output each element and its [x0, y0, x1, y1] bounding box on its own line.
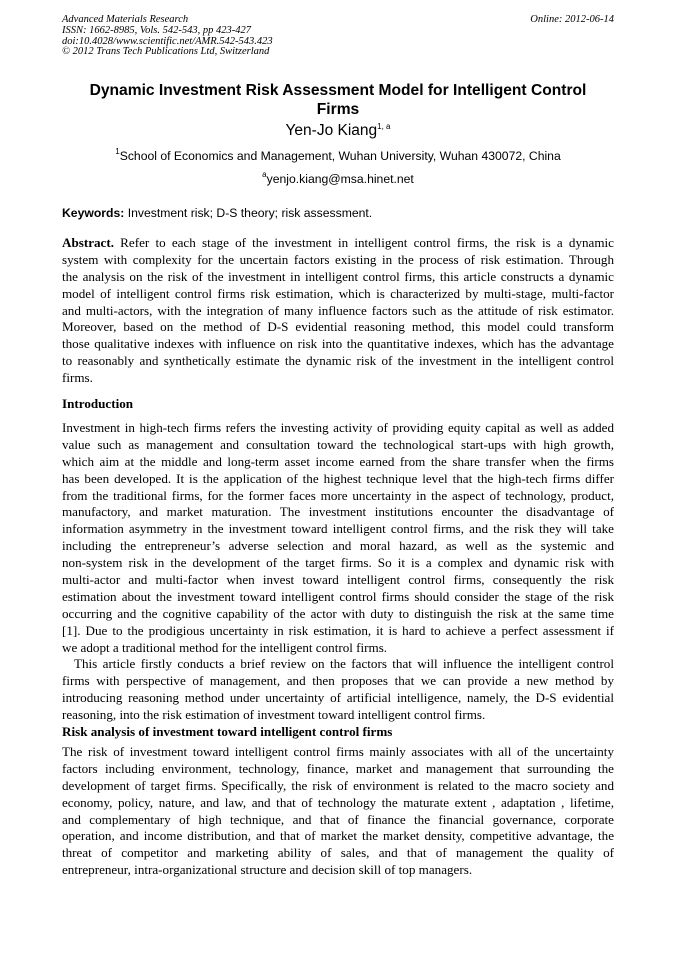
intro-line: information asymmetry in the investment toward intelligent control firms, and the risk they will take — [62, 521, 614, 537]
introduction-body — [62, 420, 614, 724]
doi-line: doi:10.4028/www.scientific.net/AMR.542-543.423 — [62, 35, 273, 47]
intro-line: estimation about the investment toward intelligent control firms should consider the stage of the risk — [62, 588, 614, 604]
title-line-1: Dynamic Investment Risk Assessment Model for Intelligent Control — [89, 82, 587, 99]
abstract-label: Abstract. — [62, 235, 114, 250]
risk-line: threat of competitor and marketing ability of sales, and that of management the quality of — [62, 845, 614, 861]
intro-line: manufactory, and market maturation. The investment institutions encounter the disadvantage of — [62, 504, 614, 520]
abstract-line: those qualitative indexes with influence on risk into the quantitative indexes, which has the advantage — [62, 336, 614, 352]
intro-line: from the traditional firms, for the former faces more uncertainty in the aspect of technology, product, — [62, 487, 614, 503]
paper-title — [62, 82, 614, 119]
affiliation-text: School of Economics and Management, Wuhan University, Wuhan 430072, China — [119, 149, 561, 163]
abstract-line: firms. — [62, 370, 93, 386]
author-email — [62, 172, 614, 187]
journal-header — [62, 15, 273, 58]
intro-line: [1]. Due to the prodigious uncertainty in risk estimation, it is hard to achieve a perfect assessment if — [62, 622, 614, 638]
intro-line: has been developed. It is the application of the highest technique level that the high-tech firms differ — [62, 470, 614, 486]
title-line-2: Firms — [316, 100, 360, 118]
intro-line: reasoning, into the risk estimation of investment toward intelligent control firms. — [62, 707, 486, 723]
intro-line: including the entrepreneur’s adverse selection and moral hazard, as well as the systemic and — [62, 538, 614, 554]
risk-line: economy, policy, nature, and law, and that of technology the maturate extent , adaptation , lifetime, — [62, 794, 614, 810]
section-heading-introduction: Introduction — [62, 396, 134, 411]
intro-line: Investment in high-tech firms refers the investing activity of providing equity capital as well as added — [62, 420, 614, 435]
author — [62, 122, 614, 140]
risk-line: development of target firms. Specifically, the risk of environment is related to the macro society and — [62, 777, 614, 793]
affiliation-sup: 1 — [115, 147, 120, 156]
keywords — [62, 206, 372, 221]
intro-line: occurring and the cognitive capability of the actor with duty to distinguish the risk at the same time — [62, 605, 614, 621]
abstract-line: model of intelligent control firms risk estimation, which is characterized by multi-stage, multi-factor — [62, 285, 614, 301]
risk-line: and complementary of high technique, and that of finance the financial governance, corporate — [62, 811, 614, 827]
copyright-line: © 2012 Trans Tech Publications Ltd, Switzerland — [62, 46, 270, 58]
intro-line: introducing reasoning method under uncertainty of artificial intelligence, namely, the D-S evidential — [62, 690, 614, 706]
abstract-line: to reasonably and synthetically estimate the dynamic risk of the investment in the intelligent control — [62, 353, 614, 369]
abstract-line: Moreover, based on the method of D-S evidential reasoning method, this model could transform — [62, 319, 614, 335]
intro-line: we adopt a traditional method for the intelligent control firms. — [62, 639, 388, 655]
risk-analysis-body — [62, 744, 614, 879]
abstract-line: the analysis on the risk of the investment in intelligent control firms, this article constructs a dynamic — [62, 268, 614, 284]
affiliation — [62, 149, 614, 164]
intro-line: This article firstly conducts a brief review on the factors that will influence the intelligent control — [74, 656, 614, 672]
abstract — [62, 235, 614, 387]
journal-name: Advanced Materials Research — [62, 14, 189, 25]
issn-line: ISSN: 1662-8985, Vols. 542-543, pp 423-427 — [62, 24, 251, 36]
online-date: Online: 2012-06-14 — [530, 14, 614, 25]
keywords-label: Keywords: — [62, 206, 125, 220]
intro-line: non-system risk in the development of the target firms. So it is a complex and dynamic risk with — [62, 555, 614, 571]
keywords-text: Investment risk; D-S theory; risk assessment. — [124, 206, 373, 220]
abstract-line: Abstract. Refer to each stage of the investment in intelligent control firms, the risk is a dynamic — [62, 235, 614, 250]
intro-line: multi-actor and multi-factor when invest toward intelligent control firms, consequently the risk — [62, 572, 614, 588]
risk-line: The risk of investment toward intelligent control firms mainly associates with all of the uncertainty — [62, 744, 614, 759]
risk-line: operation, and income distribution, and that of market the market density, competitive advantage, the — [62, 828, 614, 844]
author-name: Yen-Jo Kiang — [285, 122, 378, 139]
risk-line: factors including environment, technology, finance, market and management that surrounding the — [62, 760, 614, 776]
abstract-line: and multi-actors, with the integration of many influence factors such as the attitude of risk estimator. — [62, 302, 614, 318]
intro-line: value such as management and consultation toward the technological start-ups with high growth, — [62, 436, 614, 452]
email-sup: a — [262, 170, 267, 179]
section-heading-risk-analysis: Risk analysis of investment toward intelligent control firms — [62, 724, 393, 739]
risk-line: entrepreneur, intra-organizational structure and decision skill of top managers. — [62, 862, 473, 878]
abstract-line: system with complexity for the uncertain factors existing in the process of risk estimation. Through — [62, 251, 614, 267]
email-text[interactable]: yenjo.kiang@msa.hinet.net — [266, 172, 414, 186]
intro-line: which aim at the middle and long-term asset income earned from the share transfer when the firms — [62, 453, 614, 469]
author-sup: 1, a — [377, 122, 391, 131]
intro-line: firms with perspective of management, and then proposes that we can provide a new method by — [62, 673, 614, 689]
